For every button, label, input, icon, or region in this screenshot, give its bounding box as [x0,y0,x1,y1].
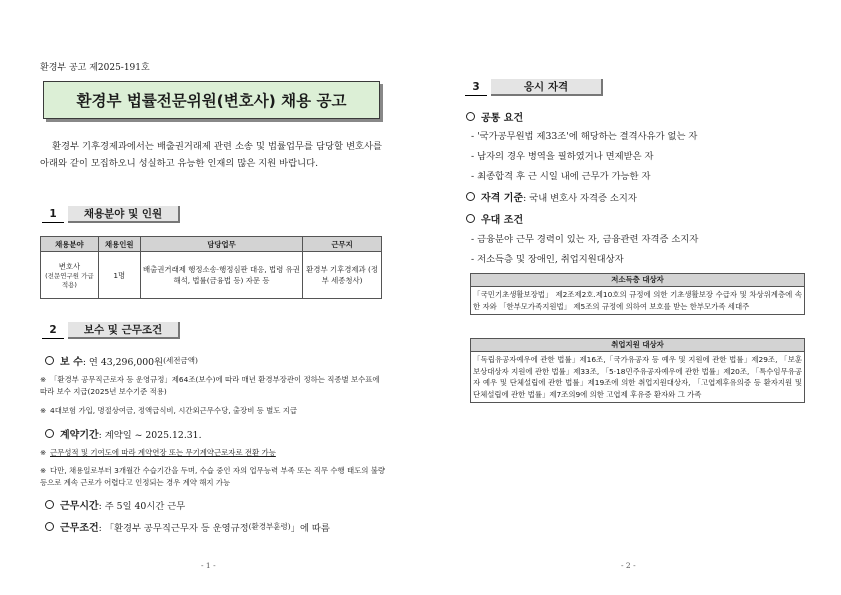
circle-bullet-icon [45,522,54,531]
note-mark: ※ [40,448,47,457]
contract-key: 계약기간 [60,430,99,441]
note-probation-text: 다만, 채용일로부터 3개월간 수습기간을 두며, 수습 중인 자의 업무능력 부족 또는 직무 수행 태도의 불량 등으로 계속 근로가 어렵다고 인정되는 경우 계약 해지 가능 [40,466,386,487]
note-benefits-text: 4대보험 가입, 명절상여금, 정액급식비, 시간외근무수당, 출장비 등 별도 지급 [50,406,298,415]
employment-support-box-body: 「독립유공자예우에 관한 법률」제16조,「국가유공자 등 예우 및 지원에 관한 법률」제29조, 「보훈보상대상자 지원에 관한 법률」제33조, 「5·18민주유공자예우에 관한 법률」제20조, 「특수임무유공자 예우 및 단체설립에 관한 법률」제19조에 의한 취업지원대상자, 「고엽제후유의증 등 환자지원 및 단체설립에 관한 법률」제7조의9에 의한 고엽제 후유증 환자와 그 가족 [473,355,802,399]
low-income-box [470,273,805,315]
note-pay-rule [40,374,385,397]
conditions-value: : 「환경부 공무직근무자 등 운영규정 [98,522,249,534]
employment-support-box-title: 취업지원 대상자 [471,339,804,352]
page-title: 환경부 법률전문위원(변호사) 채용 공고 [43,81,380,119]
table-cell-count: 1명 [98,252,140,299]
table-header-location: 근무지 [303,237,382,252]
hours-value: : 주 5일 40시간 근무 [98,500,186,512]
circle-bullet-icon [466,214,475,223]
contract-value: : 계약일 ~ 2025.12.31. [98,429,202,441]
section-1-label: 채용분야 및 인원 [68,206,180,223]
table-header-count: 채용인원 [98,237,140,252]
low-income-box-body: 「국민기초생활보장법」 제2조제2호.제10호의 규정에 의한 기초생활보장 수급자 및 차상위계층에 속한 자와 「한부모가족지원법」 제5조의 규정에 의하여 보호를 받는 한부모가족 세대주 [473,290,802,311]
employment-support-box [470,338,805,403]
preferred-item-1: - 금융분야 근무 경력이 있는 자, 금융관련 자격증 소지자 [471,234,699,245]
qualification-heading [466,189,637,204]
section-3-header [465,79,603,96]
section-2-number: 2 [42,322,64,339]
table-row [41,252,382,299]
page-1 [0,0,420,595]
intro-paragraph: 환경부 기후경제과에서는 배출권거래제 관련 소송 및 법률업무를 담당할 변호사를 아래와 같이 모집하오니 성실하고 유능한 인재의 많은 지원 바랍니다. [40,141,382,169]
pay-note: (세전금액) [163,356,198,365]
hours-key: 근무시간 [60,501,99,512]
section-1-number: 1 [42,206,64,223]
conditions-tail: 」에 따름 [290,522,330,534]
common-requirements-heading [466,109,523,124]
pay-line [45,353,198,368]
note-mark: ※ [40,375,47,384]
field-note: (전문연구원 가급 적용) [45,271,94,289]
field-name: 변호사 [58,261,81,271]
common-item-3: - 최종합격 후 근 시일 내에 근무가 가능한 자 [471,171,651,182]
contract-line [45,426,202,441]
preferred-key: 우대 조건 [481,215,524,226]
preferred-item-2: - 저소득층 및 장애인, 취업지원대상자 [471,254,624,265]
note-extension [40,447,385,459]
section-1-header [42,206,180,223]
table-cell-location: 환경부 기후경제과 (정부 세종청사) [303,252,382,299]
note-pay-rule-text: 「환경부 공무직근로자 등 운영규정」제64조(보수)에 따라 매년 환경부장관이 정하는 직종별 보수표에 따라 보수 지급(2025년 보수기준 적용) [40,375,380,396]
recruitment-table [40,236,382,299]
page-2 [421,0,841,595]
note-mark: ※ [40,406,47,415]
note-extension-text: 근무성적 및 기여도에 따라 계약연장 또는 무기계약근로자로 전환 가능 [50,448,276,457]
circle-bullet-icon [466,112,475,121]
qualification-value: : 국내 변호사 자격증 소지자 [523,192,637,204]
table-cell-field [41,252,99,299]
common-item-1: - '국가공무원법 제33조'에 해당하는 결격사유가 없는 자 [471,131,698,142]
conditions-note: (환경부훈령) [248,522,291,531]
preferred-heading [466,211,523,226]
circle-bullet-icon [466,192,475,201]
section-2-header [42,322,180,339]
table-header-duty: 담당업무 [140,237,302,252]
qualification-key: 자격 기준 [481,193,524,204]
pay-key: 보 수 [60,357,83,368]
common-key: 공통 요건 [481,113,524,124]
table-cell-duty: 배출권거래제 행정소송·행정심판 대응, 법령 유권해석, 법률(금융법 등) 자문 등 [140,252,302,299]
circle-bullet-icon [45,500,54,509]
page-number: - 2 - [621,561,636,570]
common-item-2: - 남자의 경우 병역을 필하였거나 면제받은 자 [471,151,654,162]
section-2-label: 보수 및 근무조건 [68,322,180,339]
circle-bullet-icon [45,356,54,365]
page-number: - 1 - [201,561,216,570]
low-income-box-title: 저소득층 대상자 [471,274,804,287]
pay-value: : 연 43,296,000원 [82,356,164,368]
note-benefits [40,405,385,417]
conditions-key: 근무조건 [60,523,99,534]
section-3-label: 응시 자격 [491,79,603,96]
hours-line [45,497,185,512]
section-3-number: 3 [465,79,487,96]
conditions-line [45,519,330,534]
note-probation [40,465,385,488]
circle-bullet-icon [45,429,54,438]
table-header-field: 채용분야 [41,237,99,252]
note-mark: ※ [40,466,47,475]
notice-number: 환경부 공고 제2025-191호 [40,63,150,73]
